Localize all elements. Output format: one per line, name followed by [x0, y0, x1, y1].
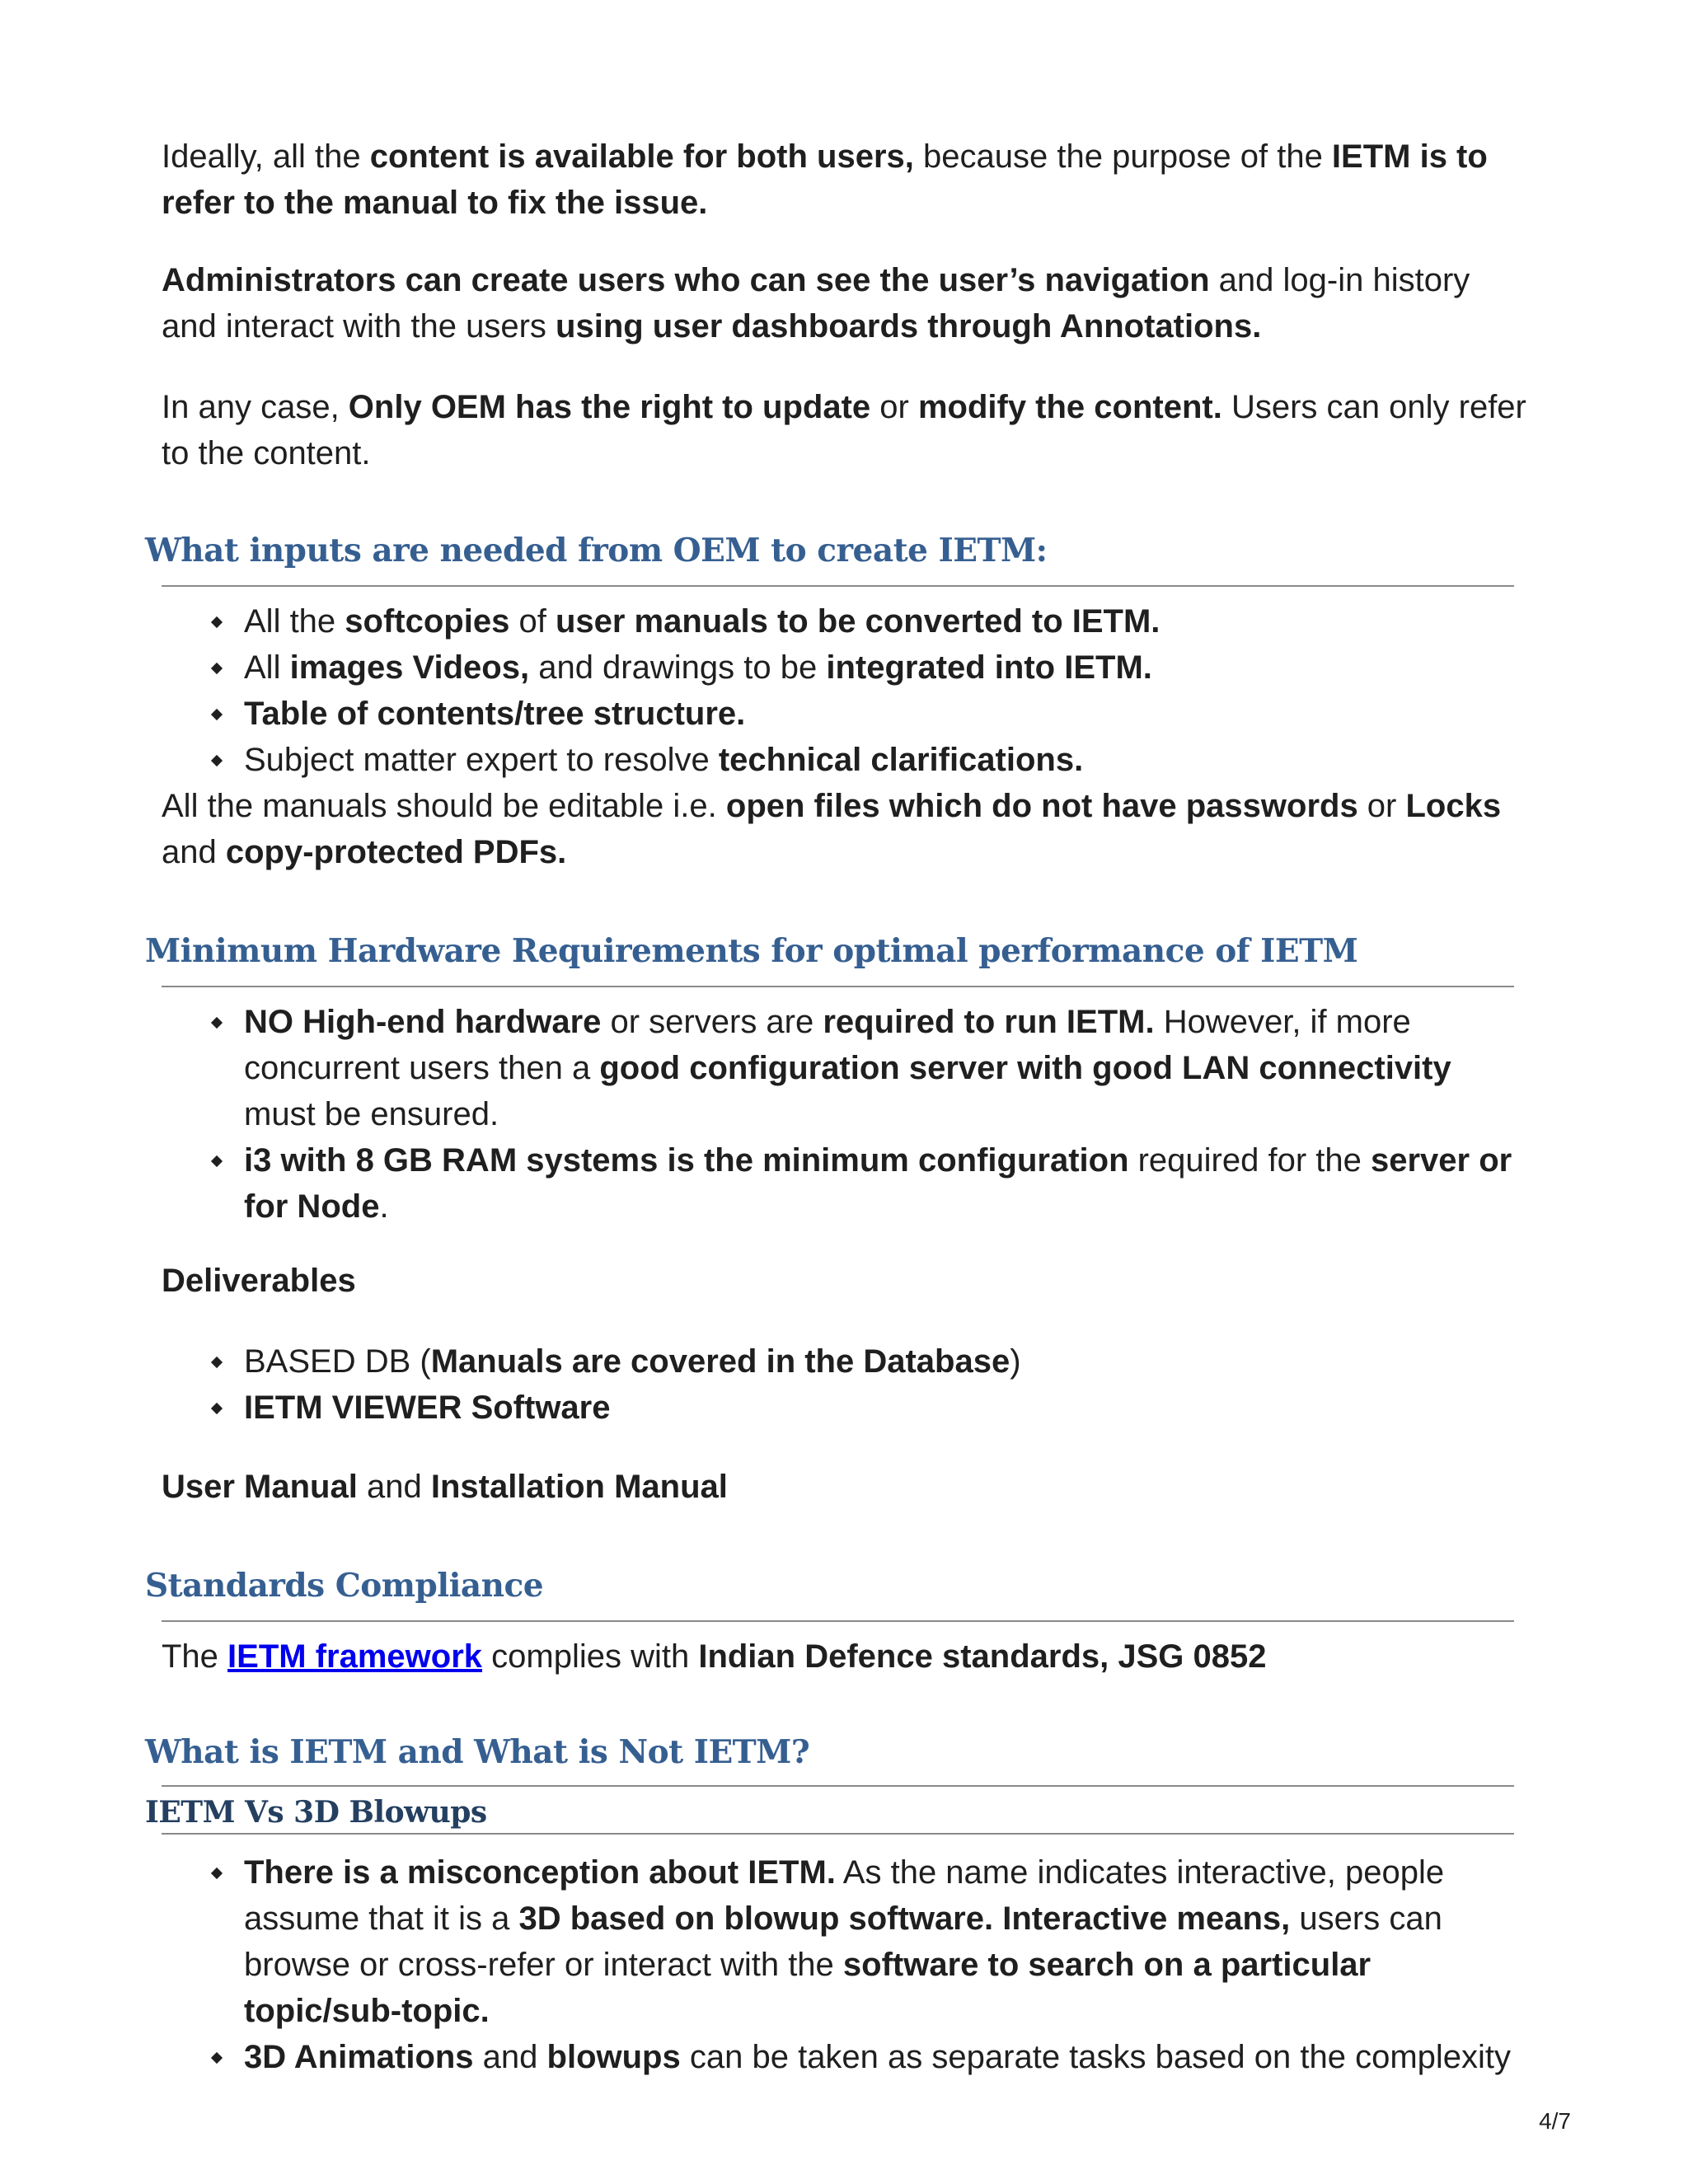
- diamond-bullet-icon: [211, 1868, 223, 1879]
- manuals-line: [162, 1464, 1530, 1510]
- text-run-bold: copy-protected PDFs.: [225, 834, 567, 870]
- text-run: Ideally, all the: [162, 138, 370, 175]
- diamond-bullet-icon: [211, 1403, 223, 1414]
- text-run-bold: NO High-end hardware: [244, 1004, 602, 1040]
- text-run-bold: integrated into IETM.: [826, 649, 1152, 686]
- page-number: 4/7: [1539, 2108, 1571, 2134]
- text-run-bold: content is available for both users,: [369, 138, 914, 175]
- administrators-paragraph: [162, 257, 1530, 349]
- list-item: [162, 1849, 1530, 2034]
- text-run-bold: required to run IETM.: [823, 1004, 1155, 1040]
- text-run: because the purpose of the: [913, 138, 1332, 175]
- subheading-ietm-vs-3d: IETM Vs 3D Blowups: [145, 1795, 487, 1830]
- text-run: can be taken as separate tasks based on the complexity: [680, 2039, 1512, 2075]
- text-run: complies with: [482, 1638, 699, 1675]
- diamond-bullet-icon: [211, 1155, 223, 1167]
- diamond-bullet-icon: [211, 616, 223, 628]
- text-run: Users can only refer to the content.: [162, 389, 1526, 471]
- text-run-bold: Administrators can create users who can see the user’s navigation: [162, 262, 1210, 298]
- list-item: [162, 644, 1530, 691]
- ietm-framework-link[interactable]: IETM framework: [227, 1638, 483, 1675]
- text-run-bold: There is a misconception about IETM.: [244, 1854, 836, 1891]
- section-divider: [162, 585, 1514, 587]
- text-run-bold: Only OEM has the right to update: [348, 389, 871, 425]
- text-run: All: [244, 649, 290, 686]
- text-run: and log-in history and interact with the users: [162, 262, 1470, 344]
- diamond-bullet-icon: [211, 755, 223, 766]
- text-run: In any case,: [162, 389, 349, 425]
- text-run-bold: software to search on a particular topic/sub-topic.: [244, 1947, 1372, 2029]
- list-item: [162, 1385, 1530, 1431]
- text-run: and: [357, 1469, 431, 1505]
- list-item: [162, 691, 1530, 737]
- ietm-vs-3d-list: [162, 1849, 1530, 2080]
- section-divider: [162, 1620, 1514, 1622]
- text-run-bold: blowups: [546, 2039, 681, 2075]
- text-run-bold: Installation Manual: [430, 1469, 728, 1505]
- list-item: [162, 2034, 1530, 2080]
- text-run-bold: technical clarifications.: [718, 742, 1084, 778]
- text-run-bold: User Manual: [162, 1469, 358, 1505]
- text-run: required for the: [1128, 1142, 1371, 1179]
- list-item: [162, 737, 1530, 783]
- diamond-bullet-icon: [211, 709, 223, 720]
- section-divider: [162, 1785, 1514, 1787]
- text-run: of: [509, 603, 556, 640]
- text-run-bold: open files which do not have passwords: [725, 788, 1358, 824]
- section-heading-what-is-ietm: What is IETM and What is Not IETM?: [145, 1733, 810, 1771]
- text-run-bold: good configuration server with good LAN connectivity: [599, 1050, 1451, 1086]
- text-run-bold: Manuals are covered in the Database: [430, 1343, 1010, 1380]
- text-run-bold: Deliverables: [162, 1263, 356, 1299]
- text-run: All the: [244, 603, 345, 640]
- text-run: Subject matter expert to resolve: [244, 742, 719, 778]
- text-run-bold: Table of contents/tree structure.: [244, 696, 746, 732]
- list-item: [162, 1338, 1530, 1385]
- text-run: must be ensured.: [244, 1096, 499, 1132]
- section-heading-hardware: Minimum Hardware Requirements for optimal performance of IETM: [145, 932, 1358, 970]
- deliverables-title: [162, 1258, 1530, 1304]
- list-item: [162, 598, 1530, 644]
- oem-rights-paragraph: [162, 384, 1530, 476]
- section-divider: [162, 986, 1514, 987]
- text-run: and: [162, 834, 226, 870]
- diamond-bullet-icon: [211, 663, 223, 674]
- text-run-bold: IETM is to refer to the manual to fix the issue.: [162, 138, 1488, 221]
- text-run-bold: using user dashboards through Annotations.: [556, 308, 1262, 344]
- text-run: .: [379, 1188, 389, 1225]
- diamond-bullet-icon: [211, 2052, 223, 2064]
- text-run-bold: Indian Defence standards, JSG 0852: [698, 1638, 1267, 1675]
- intro-paragraph: [162, 134, 1530, 226]
- text-run-bold: 3D Animations: [244, 2039, 474, 2075]
- deliverables-list: [162, 1338, 1530, 1431]
- subsection-divider: [162, 1833, 1514, 1835]
- text-run: users can browse or cross-refer or interact with the: [244, 1900, 1442, 1983]
- text-run-bold: images Videos,: [289, 649, 530, 686]
- text-run-bold: i3 with 8 GB RAM systems is the minimum configuration: [244, 1142, 1129, 1179]
- inputs-list: [162, 598, 1530, 783]
- text-run: and drawings to be: [529, 649, 827, 686]
- text-run: The: [162, 1638, 228, 1675]
- text-run-bold: 3D based on blowup software. Interactive means,: [518, 1900, 1291, 1937]
- text-run: As the name indicates interactive, people assume that it is a: [244, 1854, 1445, 1937]
- text-run-bold: user manuals to be converted to IETM.: [555, 603, 1160, 640]
- diamond-bullet-icon: [211, 1357, 223, 1368]
- hardware-list: [162, 999, 1530, 1230]
- text-run: However, if more concurrent users then a: [244, 1004, 1411, 1086]
- text-run: BASED DB (: [244, 1343, 431, 1380]
- list-item: [162, 1137, 1530, 1230]
- text-run: All the manuals should be editable i.e.: [162, 788, 726, 824]
- section-heading-inputs: What inputs are needed from OEM to create IETM:: [145, 532, 1048, 569]
- standards-paragraph: [162, 1633, 1530, 1680]
- section-heading-standards: Standards Compliance: [145, 1567, 544, 1605]
- text-run: or: [1357, 788, 1406, 824]
- text-run: ): [1010, 1343, 1021, 1380]
- list-item: [162, 999, 1530, 1137]
- text-run-bold: server or for Node: [244, 1142, 1512, 1225]
- manuals-editable-note: [162, 783, 1530, 875]
- text-run-bold: Locks: [1405, 788, 1502, 824]
- text-run: or: [870, 389, 918, 425]
- text-run-bold: modify the content.: [917, 389, 1222, 425]
- text-run: and: [473, 2039, 547, 2075]
- text-run-bold: softcopies: [345, 603, 510, 640]
- text-run-bold: IETM VIEWER Software: [244, 1390, 611, 1426]
- diamond-bullet-icon: [211, 1017, 223, 1029]
- text-run: or servers are: [601, 1004, 823, 1040]
